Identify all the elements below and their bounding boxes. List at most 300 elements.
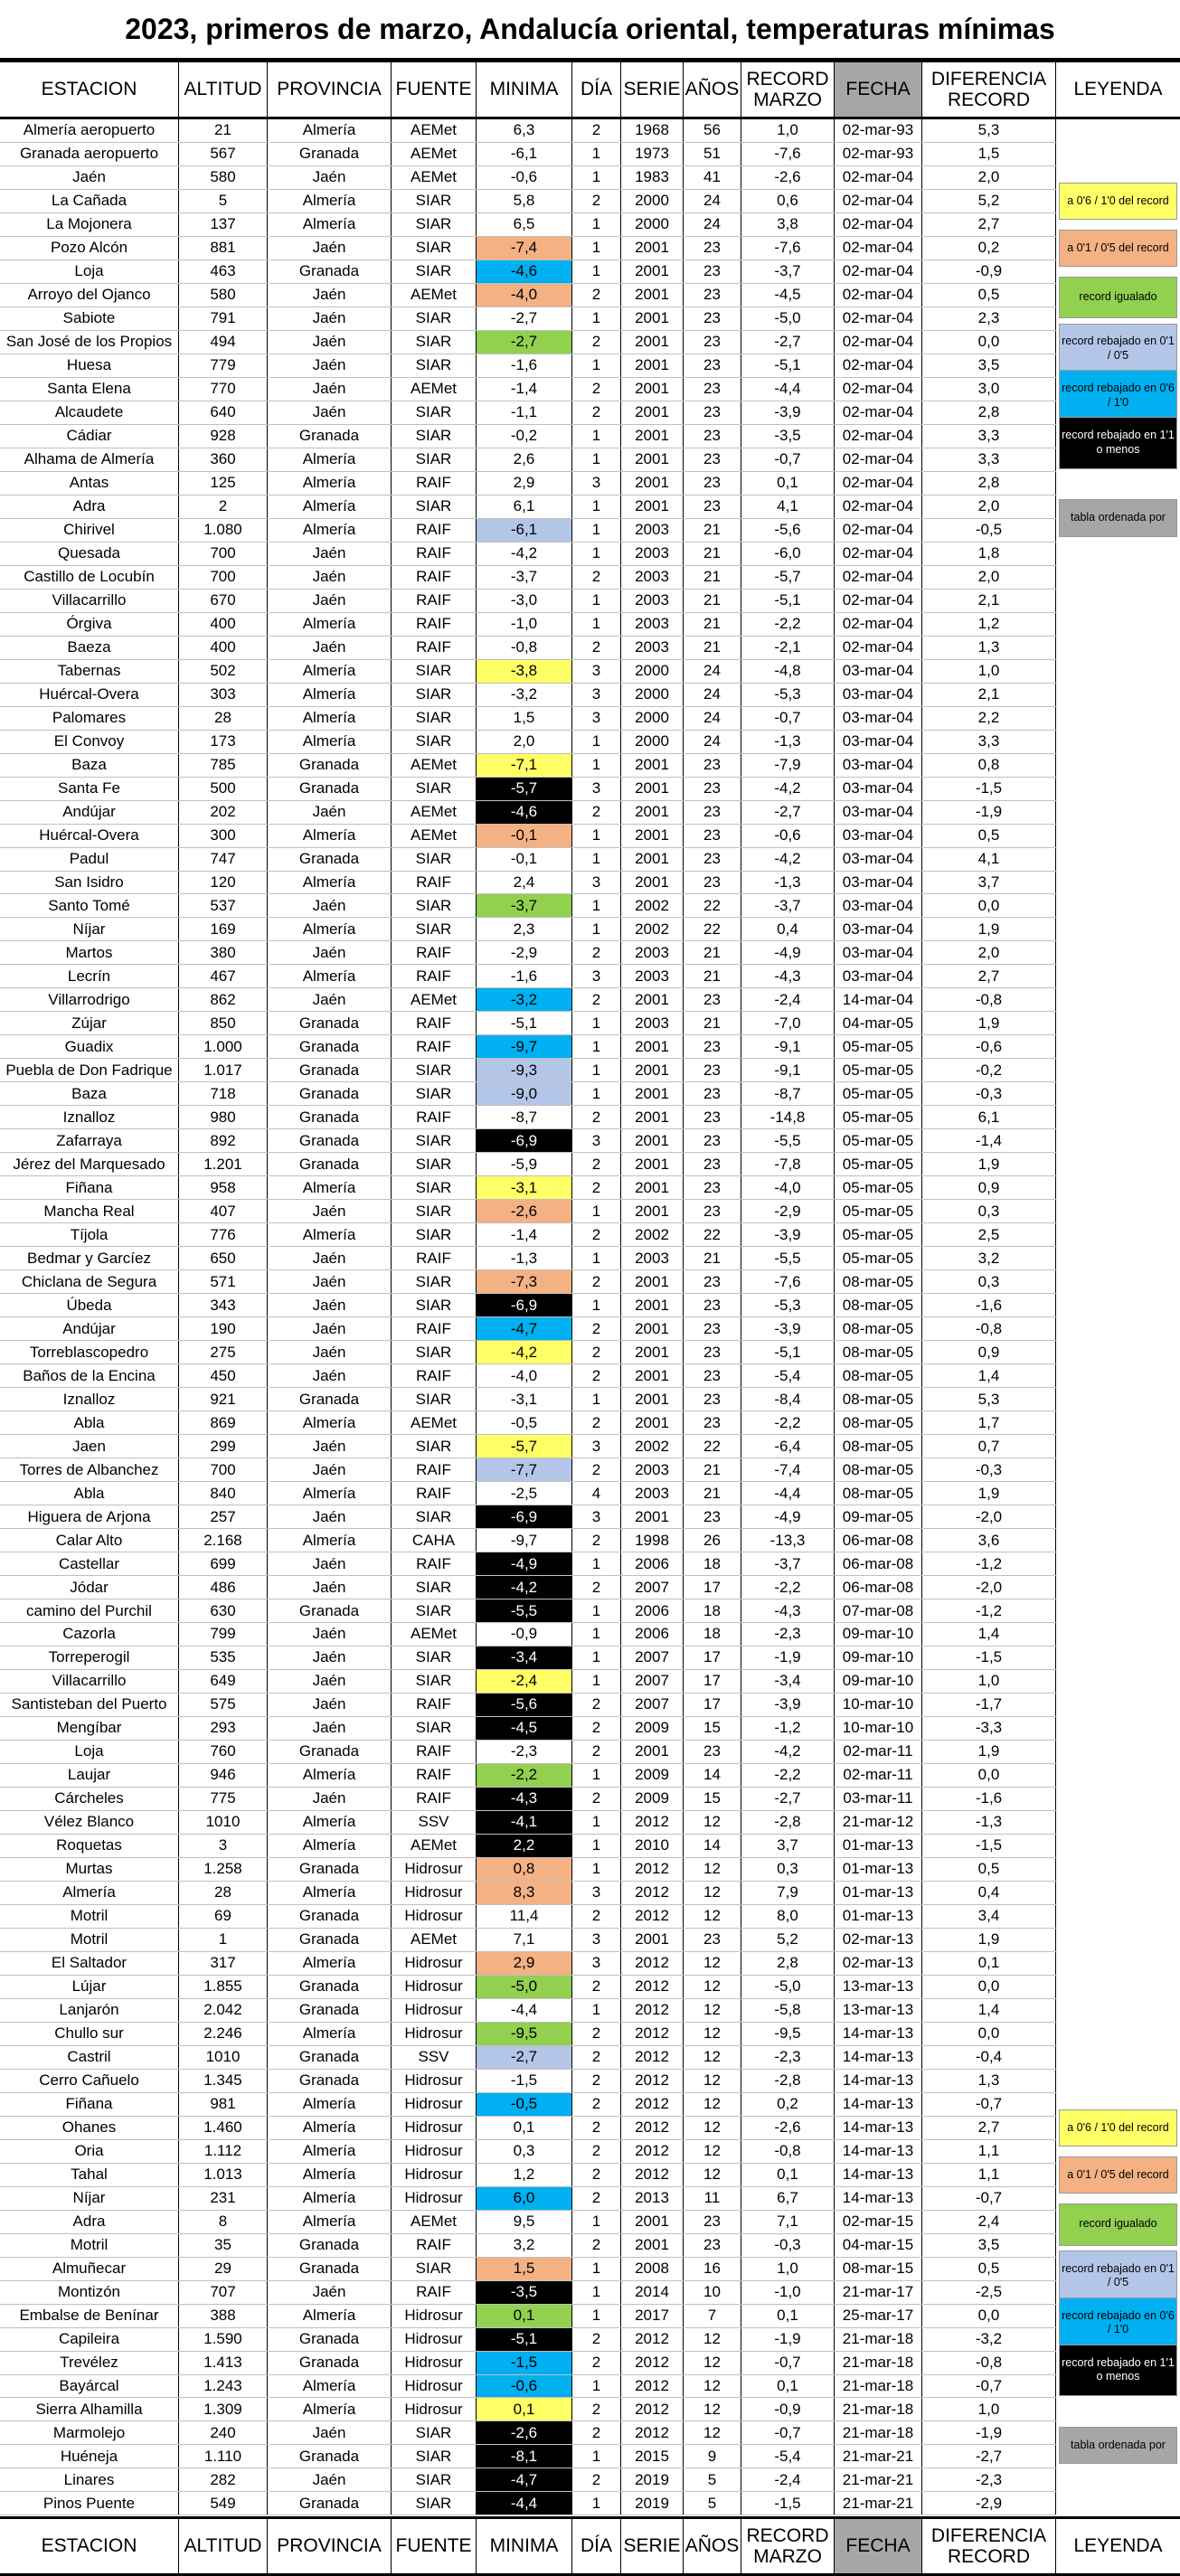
cell-record-marzo: -14,8 <box>741 1106 835 1128</box>
table-row <box>0 1411 1056 1435</box>
cell-altitud: 2.246 <box>179 2023 268 2045</box>
cell-estacion: Castellar <box>0 1552 179 1575</box>
cell-altitud: 770 <box>179 378 268 401</box>
cell-provincia: Almería <box>268 2140 392 2163</box>
cell-estacion: Chullo sur <box>0 2023 179 2045</box>
cell-fuente: SIAR <box>392 731 477 753</box>
cell-provincia: Jaén <box>268 284 392 307</box>
table-row <box>0 543 1056 566</box>
cell-anos: 14 <box>684 1764 741 1787</box>
cell-minima: -2,9 <box>477 941 572 964</box>
cell-anos: 51 <box>684 143 741 165</box>
cell-serie: 2001 <box>621 378 684 401</box>
cell-estacion: Arroyo del Ojanco <box>0 284 179 307</box>
cell-anos: 21 <box>684 1482 741 1505</box>
cell-minima: -5,7 <box>477 1435 572 1458</box>
table-row <box>0 590 1056 613</box>
cell-fecha: 04-mar-05 <box>835 1012 922 1034</box>
cell-record-marzo: 7,1 <box>741 2211 835 2233</box>
cell-diferencia-record: -0,7 <box>922 2093 1056 2116</box>
cell-estacion: San Isidro <box>0 872 179 894</box>
cell-diferencia-record: 1,4 <box>922 1364 1056 1387</box>
cell-provincia: Almería <box>268 660 392 683</box>
cell-provincia: Jaén <box>268 1552 392 1575</box>
cell-fecha: 03-mar-11 <box>835 1788 922 1810</box>
cell-dia: 2 <box>572 566 621 589</box>
cell-anos: 21 <box>684 941 741 964</box>
cell-dia: 3 <box>572 1929 621 1951</box>
cell-minima: -3,7 <box>477 566 572 589</box>
cell-serie: 2012 <box>621 2421 684 2444</box>
cell-altitud: 343 <box>179 1294 268 1316</box>
cell-minima: -5,7 <box>477 778 572 800</box>
cell-record-marzo: -7,6 <box>741 1270 835 1293</box>
cell-serie: 2008 <box>621 2258 684 2280</box>
header-diferencia-record: DIFERENCIA RECORD <box>922 62 1056 117</box>
cell-fecha: 09-mar-10 <box>835 1623 922 1646</box>
cell-serie: 2007 <box>621 1576 684 1599</box>
cell-fecha: 02-mar-93 <box>835 119 922 142</box>
cell-provincia: Jaén <box>268 1294 392 1316</box>
cell-fuente: RAIF <box>392 1317 477 1340</box>
cell-serie: 2000 <box>621 731 684 753</box>
cell-serie: 2001 <box>621 988 684 1011</box>
header-serie: SERIE <box>621 62 684 117</box>
cell-altitud: 28 <box>179 1882 268 1904</box>
cell-diferencia-record: 2,8 <box>922 401 1056 424</box>
cell-diferencia-record: 0,8 <box>922 754 1056 777</box>
cell-altitud: 1.413 <box>179 2352 268 2374</box>
cell-diferencia-record: 2,1 <box>922 684 1056 706</box>
cell-fuente: AEMet <box>392 801 477 824</box>
table-row <box>0 1529 1056 1552</box>
cell-altitud: 700 <box>179 1458 268 1481</box>
cell-estacion: Pinos Puente <box>0 2492 179 2515</box>
cell-anos: 26 <box>684 1529 741 1552</box>
cell-diferencia-record: 2,5 <box>922 1223 1056 1246</box>
cell-estacion: Jaen <box>0 1435 179 1458</box>
table-row <box>0 237 1056 260</box>
cell-fecha: 02-mar-04 <box>835 260 922 283</box>
cell-dia: 1 <box>572 1764 621 1787</box>
cell-diferencia-record: 5,3 <box>922 1388 1056 1411</box>
cell-provincia: Jaén <box>268 401 392 424</box>
cell-diferencia-record: 5,2 <box>922 190 1056 212</box>
cell-anos: 23 <box>684 495 741 518</box>
cell-dia: 1 <box>572 2445 621 2467</box>
cell-fuente: SIAR <box>392 1294 477 1316</box>
cell-fecha: 02-mar-04 <box>835 448 922 471</box>
cell-diferencia-record: 2,0 <box>922 495 1056 518</box>
table-row <box>0 2468 1056 2492</box>
cell-serie: 2012 <box>621 2328 684 2351</box>
cell-altitud: 1.017 <box>179 1059 268 1081</box>
cell-minima: -5,6 <box>477 1694 572 1716</box>
cell-serie: 2015 <box>621 2445 684 2467</box>
table-row <box>0 284 1056 307</box>
cell-diferencia-record: 2,7 <box>922 213 1056 236</box>
cell-dia: 2 <box>572 801 621 824</box>
table-row <box>0 2375 1056 2399</box>
cell-anos: 23 <box>684 1411 741 1434</box>
cell-altitud: 450 <box>179 1364 268 1387</box>
cell-serie: 1998 <box>621 1529 684 1552</box>
cell-fuente: AEMet <box>392 988 477 1011</box>
cell-estacion: Baza <box>0 1082 179 1105</box>
cell-anos: 23 <box>684 1059 741 1081</box>
cell-diferencia-record: 1,0 <box>922 660 1056 683</box>
cell-altitud: 700 <box>179 566 268 589</box>
cell-dia: 3 <box>572 965 621 987</box>
cell-altitud: 300 <box>179 825 268 847</box>
cell-provincia: Granada <box>268 2328 392 2351</box>
cell-dia: 1 <box>572 1552 621 1575</box>
cell-estacion: Motril <box>0 1905 179 1928</box>
cell-anos: 12 <box>684 2328 741 2351</box>
cell-record-marzo: -4,8 <box>741 660 835 683</box>
table-row <box>0 2046 1056 2070</box>
table-row <box>0 1294 1056 1317</box>
cell-fecha: 03-mar-04 <box>835 801 922 824</box>
cell-estacion: Padul <box>0 848 179 871</box>
cell-fecha: 02-mar-04 <box>835 495 922 518</box>
cell-serie: 2001 <box>621 1411 684 1434</box>
cell-diferencia-record: -2,5 <box>922 2281 1056 2304</box>
cell-dia: 2 <box>572 119 621 142</box>
cell-fecha: 14-mar-13 <box>835 2070 922 2092</box>
cell-minima: 6,5 <box>477 213 572 236</box>
cell-provincia: Almería <box>268 472 392 495</box>
cell-fecha: 05-mar-05 <box>835 1129 922 1152</box>
cell-diferencia-record: -1,6 <box>922 1788 1056 1810</box>
cell-serie: 2001 <box>621 1388 684 1411</box>
cell-altitud: 8 <box>179 2211 268 2233</box>
cell-serie: 2019 <box>621 2468 684 2491</box>
cell-fecha: 03-mar-04 <box>835 894 922 917</box>
cell-serie: 2001 <box>621 448 684 471</box>
cell-provincia: Jaén <box>268 894 392 917</box>
cell-record-marzo: -5,3 <box>741 684 835 706</box>
cell-fecha: 02-mar-04 <box>835 472 922 495</box>
cell-fecha: 08-mar-05 <box>835 1341 922 1363</box>
cell-record-marzo: -1,3 <box>741 872 835 894</box>
cell-provincia: Granada <box>268 1741 392 1763</box>
cell-serie: 2001 <box>621 237 684 259</box>
cell-fecha: 09-mar-10 <box>835 1647 922 1669</box>
cell-diferencia-record: 1,8 <box>922 543 1056 565</box>
cell-provincia: Granada <box>268 2258 392 2280</box>
cell-anos: 21 <box>684 1012 741 1034</box>
cell-minima: -9,7 <box>477 1035 572 1058</box>
cell-fecha: 02-mar-04 <box>835 190 922 212</box>
cell-serie: 2001 <box>621 1505 684 1528</box>
cell-diferencia-record: 2,2 <box>922 707 1056 730</box>
cell-minima: 6,3 <box>477 119 572 142</box>
cell-anos: 23 <box>684 872 741 894</box>
cell-diferencia-record: -0,5 <box>922 519 1056 542</box>
cell-anos: 24 <box>684 684 741 706</box>
cell-estacion: Níjar <box>0 2187 179 2210</box>
table-row <box>0 1035 1056 1059</box>
cell-estacion: Mengíbar <box>0 1717 179 1740</box>
cell-anos: 23 <box>684 378 741 401</box>
cell-record-marzo: -0,9 <box>741 2398 835 2420</box>
page-title: 2023, primeros de marzo, Andalucía oriental, temperaturas mínimas <box>0 0 1180 60</box>
cell-provincia: Jaén <box>268 1694 392 1716</box>
cell-record-marzo: -2,9 <box>741 1200 835 1222</box>
cell-dia: 2 <box>572 1411 621 1434</box>
table-row <box>0 801 1056 825</box>
cell-diferencia-record: 3,5 <box>922 354 1056 377</box>
cell-dia: 2 <box>572 1905 621 1928</box>
cell-fuente: RAIF <box>392 1694 477 1716</box>
cell-anos: 12 <box>684 2093 741 2116</box>
cell-serie: 2001 <box>621 1176 684 1199</box>
cell-minima: -9,5 <box>477 2023 572 2045</box>
cell-diferencia-record: 1,1 <box>922 2140 1056 2163</box>
cell-record-marzo: 0,1 <box>741 2305 835 2327</box>
cell-dia: 1 <box>572 2211 621 2233</box>
cell-estacion: Guadix <box>0 1035 179 1058</box>
cell-fuente: RAIF <box>392 1247 477 1269</box>
cell-minima: -0,1 <box>477 848 572 871</box>
table-row <box>0 1270 1056 1294</box>
cell-estacion: Loja <box>0 260 179 283</box>
cell-record-marzo: -5,4 <box>741 2445 835 2467</box>
cell-fuente: RAIF <box>392 1764 477 1787</box>
cell-diferencia-record: -0,6 <box>922 1035 1056 1058</box>
cell-minima: -0,6 <box>477 2375 572 2398</box>
cell-anos: 23 <box>684 848 741 871</box>
cell-fuente: SIAR <box>392 495 477 518</box>
cell-altitud: 21 <box>179 119 268 142</box>
cell-provincia: Jaén <box>268 1200 392 1222</box>
cell-minima: -0,2 <box>477 425 572 448</box>
table-row <box>0 965 1056 988</box>
cell-anos: 12 <box>684 2352 741 2374</box>
header-dia: DÍA <box>572 2519 621 2573</box>
cell-dia: 1 <box>572 731 621 753</box>
cell-anos: 23 <box>684 354 741 377</box>
cell-fuente: SIAR <box>392 1505 477 1528</box>
cell-fecha: 05-mar-05 <box>835 1153 922 1175</box>
cell-diferencia-record: 0,0 <box>922 1976 1056 1998</box>
cell-fuente: Hidrosur <box>392 1952 477 1975</box>
cell-fuente: SIAR <box>392 237 477 259</box>
cell-diferencia-record: 1,9 <box>922 1482 1056 1505</box>
cell-altitud: 1.258 <box>179 1858 268 1881</box>
cell-altitud: 400 <box>179 613 268 636</box>
cell-record-marzo: -7,6 <box>741 237 835 259</box>
cell-altitud: 700 <box>179 543 268 565</box>
cell-fecha: 07-mar-08 <box>835 1599 922 1622</box>
cell-anos: 5 <box>684 2468 741 2491</box>
cell-dia: 1 <box>572 543 621 565</box>
cell-estacion: Mancha Real <box>0 1200 179 1222</box>
cell-record-marzo: -2,2 <box>741 1576 835 1599</box>
cell-anos: 17 <box>684 1647 741 1669</box>
cell-minima: -2,3 <box>477 1741 572 1763</box>
cell-fecha: 21-mar-21 <box>835 2445 922 2467</box>
table-row <box>0 1811 1056 1835</box>
cell-minima: 0,1 <box>477 2305 572 2327</box>
table-row <box>0 213 1056 237</box>
table-row <box>0 143 1056 166</box>
cell-minima: -0,8 <box>477 637 572 659</box>
cell-estacion: Cazorla <box>0 1623 179 1646</box>
table-row <box>0 1764 1056 1788</box>
cell-serie: 2012 <box>621 1858 684 1881</box>
cell-diferencia-record: 2,1 <box>922 590 1056 612</box>
cell-provincia: Granada <box>268 1082 392 1105</box>
cell-serie: 2001 <box>621 1294 684 1316</box>
cell-anos: 21 <box>684 519 741 542</box>
cell-serie: 2000 <box>621 213 684 236</box>
cell-provincia: Jaén <box>268 1270 392 1293</box>
cell-diferencia-record: -0,4 <box>922 2046 1056 2069</box>
cell-serie: 2001 <box>621 472 684 495</box>
table-row <box>0 2211 1056 2234</box>
table-row <box>0 119 1056 143</box>
cell-dia: 3 <box>572 472 621 495</box>
cell-diferencia-record: -0,2 <box>922 1059 1056 1081</box>
table-row <box>0 1929 1056 1952</box>
cell-estacion: Adra <box>0 495 179 518</box>
cell-anos: 10 <box>684 2281 741 2304</box>
cell-dia: 2 <box>572 1576 621 1599</box>
cell-record-marzo: -0,7 <box>741 707 835 730</box>
cell-serie: 2000 <box>621 190 684 212</box>
cell-serie: 2007 <box>621 1694 684 1716</box>
cell-altitud: 190 <box>179 1317 268 1340</box>
cell-altitud: 3 <box>179 1835 268 1857</box>
cell-minima: 2,3 <box>477 918 572 940</box>
cell-anos: 21 <box>684 543 741 565</box>
cell-dia: 2 <box>572 2117 621 2139</box>
cell-altitud: 881 <box>179 237 268 259</box>
cell-diferencia-record: 0,2 <box>922 237 1056 259</box>
cell-serie: 2001 <box>621 1059 684 1081</box>
table-row <box>0 190 1056 213</box>
cell-dia: 2 <box>572 2328 621 2351</box>
cell-altitud: 869 <box>179 1411 268 1434</box>
cell-altitud: 707 <box>179 2281 268 2304</box>
legend-item-5-bottom: record rebajado en 0'6 / 1'0 <box>1059 2298 1177 2349</box>
cell-minima: -0,5 <box>477 1411 572 1434</box>
cell-anos: 22 <box>684 1435 741 1458</box>
cell-diferencia-record: -0,8 <box>922 1317 1056 1340</box>
cell-diferencia-record: 0,3 <box>922 1200 1056 1222</box>
table-row <box>0 1458 1056 1482</box>
cell-dia: 2 <box>572 1717 621 1740</box>
cell-provincia: Granada <box>268 1388 392 1411</box>
cell-diferencia-record: 0,9 <box>922 1176 1056 1199</box>
cell-minima: 1,5 <box>477 707 572 730</box>
table-row <box>0 941 1056 965</box>
header-estacion: ESTACION <box>0 2519 179 2573</box>
cell-dia: 3 <box>572 1505 621 1528</box>
table-row <box>0 1129 1056 1153</box>
cell-provincia: Jaén <box>268 590 392 612</box>
cell-minima: -9,3 <box>477 1059 572 1081</box>
cell-provincia: Jaén <box>268 566 392 589</box>
legend-item-5: record rebajado en 0'6 / 1'0 <box>1059 370 1177 421</box>
cell-estacion: Tíjola <box>0 1223 179 1246</box>
cell-estacion: Chirivel <box>0 519 179 542</box>
cell-altitud: 760 <box>179 1741 268 1763</box>
cell-record-marzo: -3,9 <box>741 1317 835 1340</box>
table-row <box>0 519 1056 543</box>
cell-fuente: SIAR <box>392 848 477 871</box>
cell-diferencia-record: 3,3 <box>922 425 1056 448</box>
cell-dia: 2 <box>572 2164 621 2186</box>
legend-item-4-bottom: record rebajado en 0'1 / 0'5 <box>1059 2250 1177 2302</box>
cell-anos: 23 <box>684 1741 741 1763</box>
cell-dia: 1 <box>572 2375 621 2398</box>
cell-dia: 1 <box>572 1059 621 1081</box>
cell-dia: 1 <box>572 1294 621 1316</box>
cell-fuente: SIAR <box>392 1576 477 1599</box>
cell-diferencia-record: 3,0 <box>922 378 1056 401</box>
table-row <box>0 331 1056 354</box>
cell-dia: 2 <box>572 2468 621 2491</box>
cell-provincia: Almería <box>268 1835 392 1857</box>
cell-altitud: 69 <box>179 1905 268 1928</box>
cell-dia: 1 <box>572 237 621 259</box>
cell-estacion: Huesa <box>0 354 179 377</box>
cell-anos: 23 <box>684 801 741 824</box>
cell-minima: -4,2 <box>477 543 572 565</box>
cell-minima: -2,6 <box>477 2421 572 2444</box>
cell-anos: 23 <box>684 1388 741 1411</box>
cell-provincia: Granada <box>268 2352 392 2374</box>
cell-record-marzo: 0,4 <box>741 918 835 940</box>
header-minima: MINIMA <box>477 2519 572 2573</box>
header-anos: AÑOS <box>684 2519 741 2573</box>
cell-dia: 1 <box>572 495 621 518</box>
cell-fuente: SIAR <box>392 1153 477 1175</box>
cell-estacion: Andújar <box>0 1317 179 1340</box>
legend-item-2: a 0'1 / 0'5 del record <box>1059 230 1177 268</box>
cell-fuente: Hidrosur <box>392 1905 477 1928</box>
cell-serie: 2001 <box>621 1741 684 1763</box>
cell-fecha: 21-mar-18 <box>835 2375 922 2398</box>
cell-serie: 2009 <box>621 1788 684 1810</box>
cell-record-marzo: -4,2 <box>741 778 835 800</box>
cell-diferencia-record: -2,9 <box>922 2492 1056 2515</box>
cell-anos: 12 <box>684 1882 741 1904</box>
cell-minima: 2,6 <box>477 448 572 471</box>
table-row <box>0 2281 1056 2305</box>
cell-provincia: Almería <box>268 2375 392 2398</box>
cell-estacion: Palomares <box>0 707 179 730</box>
cell-record-marzo: -5,1 <box>741 354 835 377</box>
cell-estacion: Sierra Alhamilla <box>0 2398 179 2420</box>
cell-provincia: Granada <box>268 1929 392 1951</box>
cell-serie: 2002 <box>621 918 684 940</box>
table-row <box>0 1505 1056 1529</box>
cell-dia: 2 <box>572 331 621 354</box>
cell-serie: 1973 <box>621 143 684 165</box>
cell-dia: 1 <box>572 825 621 847</box>
cell-fuente: SIAR <box>392 401 477 424</box>
cell-fecha: 08-mar-05 <box>835 1364 922 1387</box>
cell-minima: -4,2 <box>477 1341 572 1363</box>
cell-altitud: 28 <box>179 707 268 730</box>
legend-item-1-bottom: a 0'6 / 1'0 del record <box>1059 2109 1177 2147</box>
cell-serie: 2001 <box>621 284 684 307</box>
cell-dia: 2 <box>572 2352 621 2374</box>
